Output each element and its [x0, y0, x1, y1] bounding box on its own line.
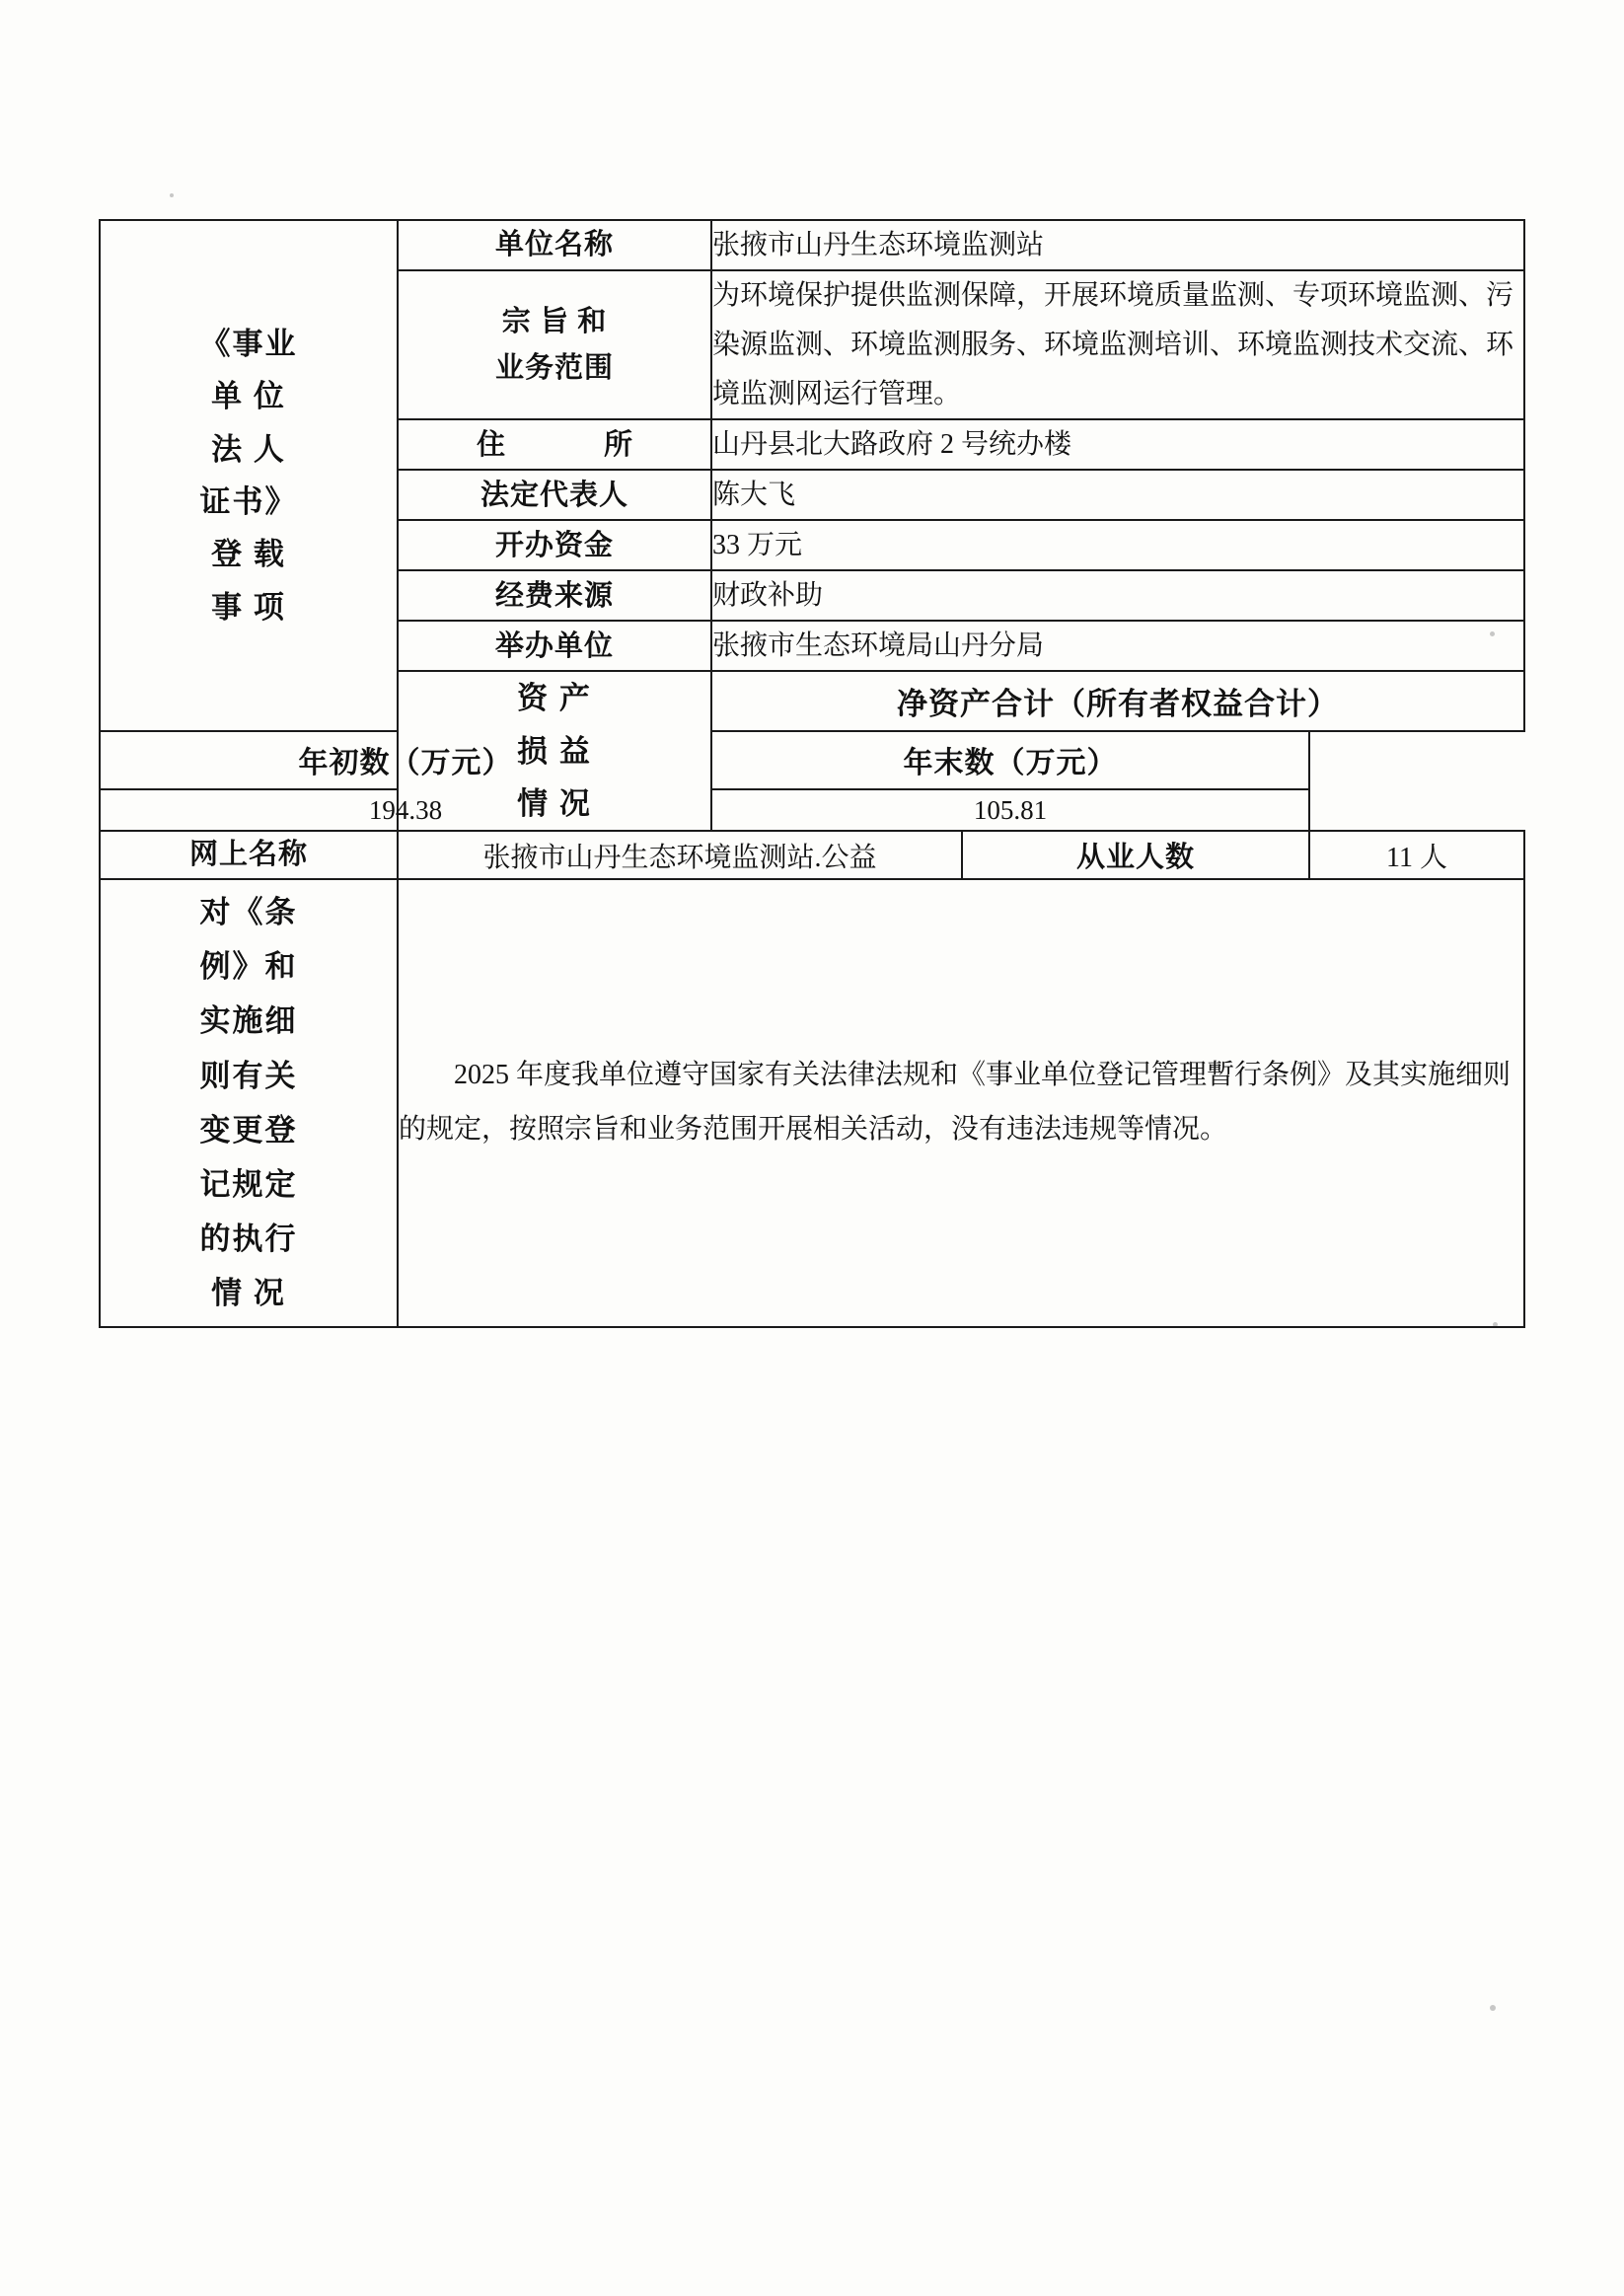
- scan-speck: [1490, 2005, 1496, 2011]
- field-value-legal-rep: 陈大飞: [711, 470, 1524, 520]
- field-value-purpose-scope: 为环境保护提供监测保障，开展环境质量监测、专项环境监测、污染源监测、环境监测服务、环境监测培训、环境监测技术交流、环境监测网运行管理。: [711, 270, 1524, 419]
- cert-label-line-2: 单 位: [211, 379, 286, 414]
- compliance-label-line-3: 实施细: [199, 1003, 298, 1039]
- asset-col-header-begin: 年初数（万元）: [100, 731, 711, 789]
- field-label-funding-source: 经费来源: [398, 570, 711, 621]
- compliance-label-line-4: 则有关: [199, 1058, 298, 1093]
- purpose-label-line-1: 宗 旨 和: [501, 306, 608, 338]
- asset-label-line-2: 损 益: [517, 733, 592, 769]
- field-label-legal-rep: 法定代表人: [398, 470, 711, 520]
- field-value-sponsor: 张掖市生态环境局山丹分局: [711, 621, 1524, 671]
- asset-table-title: 净资产合计（所有者权益合计）: [711, 671, 1524, 730]
- field-value-online-name: 张掖市山丹生态环境监测站.公益: [398, 831, 962, 878]
- field-value-funding-source: 财政补助: [711, 570, 1524, 621]
- purpose-label-line-2: 业务范围: [494, 351, 614, 384]
- field-value-staff-count: 11 人: [1309, 831, 1524, 878]
- asset-value-end: 105.81: [711, 789, 1309, 831]
- compliance-statement-text: 2025 年度我单位遵守国家有关法律法规和《事业单位登记管理暫行条例》及其实施细则的规定，按照宗旨和业务范围开展相关活动，没有违法违规等情况。: [399, 1060, 1512, 1145]
- cert-label-line-6: 事 项: [211, 589, 286, 625]
- compliance-label-line-7: 的执行: [199, 1222, 298, 1257]
- field-value-unit-name: 张掖市山丹生态环境监测站: [711, 220, 1524, 270]
- table-row: [100, 879, 1524, 1327]
- field-label-startup-fund: 开办资金: [398, 520, 711, 570]
- field-label-sponsor: 举办单位: [398, 621, 711, 671]
- table-row: [100, 831, 1524, 878]
- cert-label-line-4: 证书》: [199, 483, 298, 519]
- field-label-staff-count: 从业人数: [962, 831, 1309, 878]
- cert-label-line-5: 登 载: [211, 537, 286, 572]
- field-label-online-name: 网上名称: [100, 831, 398, 878]
- asset-value-begin: 194.38: [100, 789, 711, 831]
- asset-col-header-end: 年末数（万元）: [711, 731, 1309, 789]
- cert-section-label: [100, 220, 398, 731]
- table-row: [100, 731, 1524, 789]
- field-label-purpose-scope: [398, 270, 711, 419]
- compliance-label-line-2: 例》和: [199, 949, 298, 985]
- asset-label-line-3: 情 况: [517, 786, 592, 822]
- field-label-unit-name: 单位名称: [398, 220, 711, 270]
- table-row: [100, 789, 1524, 831]
- field-value-startup-fund: 33 万元: [711, 520, 1524, 570]
- scan-speck: [170, 193, 174, 197]
- compliance-section-label: [100, 879, 398, 1327]
- compliance-label-line-6: 记规定: [199, 1166, 298, 1202]
- field-label-address: 住 所: [398, 419, 711, 470]
- compliance-label-line-5: 变更登: [199, 1112, 298, 1148]
- compliance-statement: [398, 879, 1524, 1327]
- compliance-label-line-1: 对《条: [199, 895, 298, 930]
- compliance-label-line-8: 情 况: [211, 1276, 286, 1311]
- table-row: [100, 220, 1524, 270]
- cert-label-line-3: 法 人: [211, 431, 286, 467]
- cert-label-line-1: 《事业: [199, 327, 298, 361]
- field-value-address: 山丹县北大路政府 2 号统办楼: [711, 419, 1524, 470]
- registration-table: [99, 219, 1525, 1328]
- asset-label-line-1: 资 产: [517, 681, 592, 716]
